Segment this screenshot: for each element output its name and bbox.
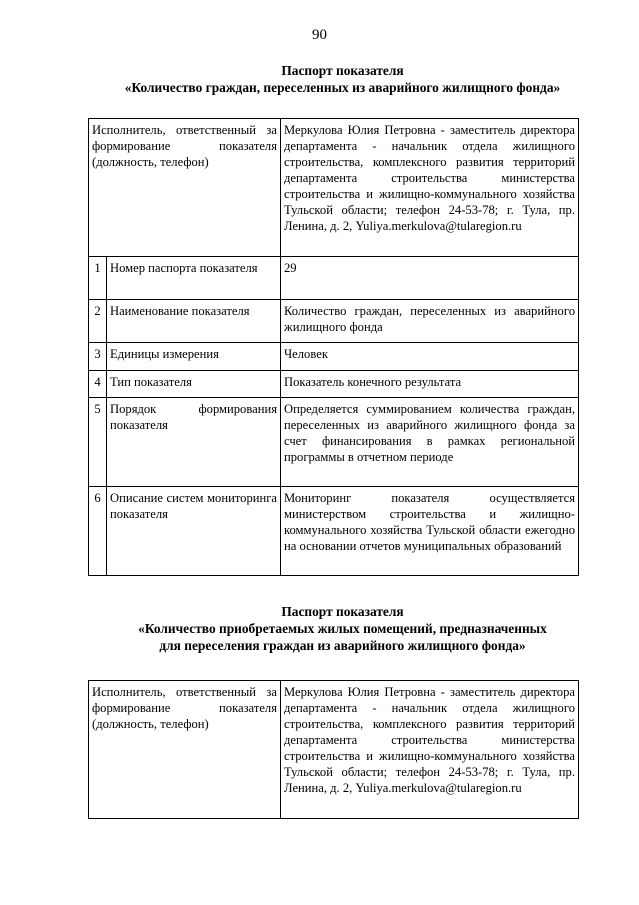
- row-number: 2: [89, 300, 107, 343]
- row-label: Наименование показателя: [107, 300, 281, 343]
- row-value: Количество граждан, переселенных из аварийного жилищного фонда: [281, 300, 579, 343]
- row-value: Человек: [281, 343, 579, 371]
- executor-label: Исполнитель, ответственный за формирование показателя (должность, телефон): [89, 681, 281, 819]
- row-label: Описание систем мониторинга показателя: [107, 487, 281, 576]
- executor-value: Меркулова Юлия Петровна - заместитель директора департамента - начальник отдела жилищного строительства, комплексного развития территорий департамента строительства министерства строительства и жилищно-коммунального хозяйства Тульской области; телефон 24-53-78; г. Тула, пр. Ленина, д. 2, Yuliya.merkulova@tularegion.ru: [281, 119, 579, 257]
- row-number: 5: [89, 398, 107, 487]
- table-row: [89, 343, 579, 371]
- passport-2-title-line-1: Паспорт показателя: [281, 604, 404, 619]
- row-label: Единицы измерения: [107, 343, 281, 371]
- table-row: [89, 257, 579, 300]
- row-number: 1: [89, 257, 107, 300]
- executor-label: Исполнитель, ответственный за формирование показателя (должность, телефон): [89, 119, 281, 257]
- passport-2-title: [90, 603, 595, 654]
- row-label: Тип показателя: [107, 371, 281, 398]
- row-value: Мониторинг показателя осуществляется министерством строительства и жилищно-коммунального хозяйства Тульской области ежегодно на основании отчетов муниципальных образований: [281, 487, 579, 576]
- page-number: 90: [312, 27, 327, 43]
- table-row: [89, 300, 579, 343]
- row-value: 29: [281, 257, 579, 300]
- passport-1-title-line-2: «Количество граждан, переселенных из аварийного жилищного фонда»: [124, 80, 561, 95]
- row-value: Показатель конечного результата: [281, 371, 579, 398]
- row-value: Определяется суммированием количества граждан, переселенных из аварийного жилищного фонда за счет финансирования в рамках региональной программы в отчетном периоде: [281, 398, 579, 487]
- passport-1-table: [88, 118, 579, 576]
- table-row: [89, 681, 579, 819]
- passport-1-title-line-1: Паспорт показателя: [281, 63, 404, 78]
- passport-1-title: [90, 62, 595, 96]
- row-label: Номер паспорта показателя: [107, 257, 281, 300]
- row-label: Порядок формирования показателя: [107, 398, 281, 487]
- table-row: [89, 398, 579, 487]
- row-number: 3: [89, 343, 107, 371]
- executor-value: Меркулова Юлия Петровна - заместитель директора департамента - начальник отдела жилищного строительства, комплексного развития территорий департамента строительства министерства строительства и жилищно-коммунального хозяйства Тульской области; телефон 24-53-78; г. Тула, пр. Ленина, д. 2, Yuliya.merkulova@tularegion.ru: [281, 681, 579, 819]
- passport-2-title-line-3: для переселения граждан из аварийного жилищного фонда»: [159, 638, 526, 653]
- table-row: [89, 371, 579, 398]
- table-row: [89, 119, 579, 257]
- passport-2-title-line-2: «Количество приобретаемых жилых помещений, предназначенных: [138, 621, 547, 636]
- passport-2-table: [88, 680, 579, 819]
- row-number: 6: [89, 487, 107, 576]
- table-row: [89, 487, 579, 576]
- row-number: 4: [89, 371, 107, 398]
